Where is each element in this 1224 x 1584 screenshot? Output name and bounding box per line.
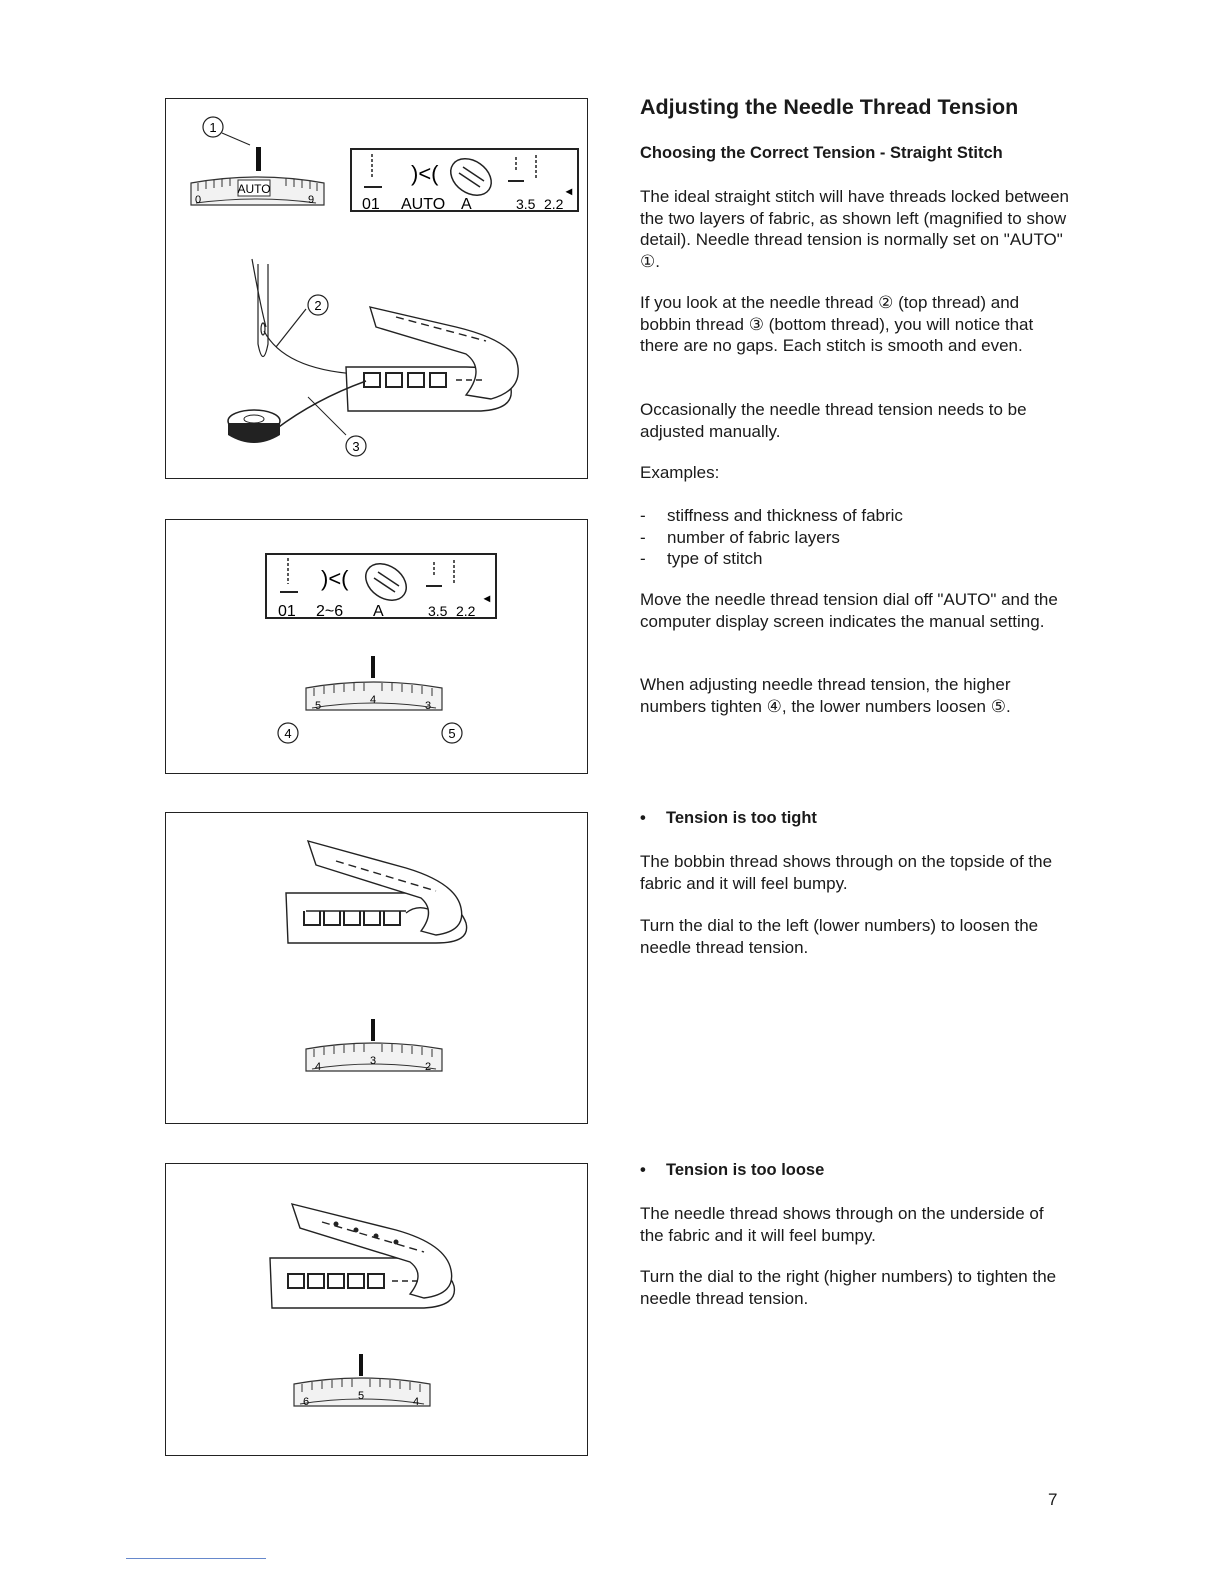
- section-subtitle: Choosing the Correct Tension - Straight Stitch: [640, 144, 1003, 162]
- list-item: - stiffness and thickness of fabric: [640, 506, 903, 525]
- callout-5: [442, 723, 462, 743]
- figure-auto-tension-drawing: [166, 99, 589, 480]
- tension-dial-4: [306, 656, 442, 712]
- paragraph-manual: Occasionally the needle thread tension needs to be adjusted manually.: [640, 400, 1027, 441]
- svg-text:5: 5: [448, 726, 456, 741]
- svg-text:3.5: 3.5: [428, 603, 448, 619]
- needle-illustration: [252, 259, 366, 375]
- figure-manual-tension-drawing: [166, 520, 589, 775]
- figure-tension-loose-drawing: [166, 1164, 589, 1457]
- svg-text:9: 9: [307, 194, 315, 206]
- paragraph-examples-label: Examples:: [640, 463, 720, 482]
- tension-icon: )<(: [411, 161, 439, 186]
- heading-tension-tight: • Tension is too tight: [640, 809, 817, 827]
- page-title: Adjusting the Needle Thread Tension: [640, 95, 1019, 119]
- list-item: - type of stitch: [640, 549, 763, 568]
- tension-dial-auto: [191, 147, 324, 206]
- bobbin-illustration: [228, 381, 366, 443]
- paragraph-tight-2: Turn the dial to the left (lower numbers) to loosen the needle thread tension.: [640, 916, 1039, 957]
- svg-text:◂: ◂: [484, 591, 491, 605]
- svg-text:01: 01: [278, 603, 296, 620]
- tension-dial-5: [294, 1354, 430, 1408]
- lcd-display-manual: [266, 554, 496, 620]
- list-item: - number of fabric layers: [640, 527, 840, 547]
- svg-text:4: 4: [412, 1396, 420, 1408]
- figure-tension-loose: [165, 1163, 588, 1456]
- lcd-display-auto: [351, 149, 578, 213]
- paragraph-move-dial: Move the needle thread tension dial off "AUTO" and the computer display screen indicates the manual setting.: [640, 590, 1058, 631]
- svg-text:2.2: 2.2: [456, 603, 476, 619]
- callout-2: [308, 295, 328, 315]
- svg-text:3: 3: [369, 1055, 377, 1067]
- svg-text:4: 4: [284, 726, 292, 741]
- svg-text:5: 5: [314, 700, 322, 712]
- svg-text:01: 01: [362, 196, 380, 213]
- paragraph-loose-2: Turn the dial to the right (higher numbers) to tighten the needle thread tension.: [640, 1267, 1057, 1308]
- page-number: 7: [1048, 1490, 1058, 1509]
- svg-text:AUTO: AUTO: [237, 182, 271, 196]
- callout-4: [278, 723, 298, 743]
- svg-text:5: 5: [357, 1390, 365, 1402]
- svg-text:AUTO: AUTO: [401, 196, 446, 213]
- paragraph-tight-1: The bobbin thread shows through on the topside of the fabric and it will feel bumpy.: [640, 852, 1053, 893]
- tension-dial-3: [306, 1019, 442, 1073]
- svg-text:2: 2: [424, 1061, 432, 1073]
- examples-list: [640, 505, 903, 570]
- fabric-tight-stitch: [286, 841, 467, 943]
- figure-tension-tight-drawing: [166, 813, 589, 1125]
- tension-icon: )<(: [321, 566, 349, 591]
- svg-text:3: 3: [424, 700, 432, 712]
- paragraph-ideal-stitch: The ideal straight stitch will have threads locked between the two layers of fabric, as shown left (magnified to show detail). Needle thread tension is normally set on "AUTO" ①.: [640, 187, 1070, 271]
- svg-text:4: 4: [369, 694, 377, 706]
- svg-text:2~6: 2~6: [316, 603, 344, 620]
- svg-text:3.5: 3.5: [516, 196, 536, 212]
- figure-tension-tight: [165, 812, 588, 1124]
- svg-text:2: 2: [314, 298, 322, 313]
- callout-3: [346, 436, 366, 456]
- paragraph-threads: If you look at the needle thread ② (top thread) and bobbin thread ③ (bottom thread), you will notice that there are no gaps. Each stitch is smooth and even.: [640, 293, 1034, 355]
- svg-text:0: 0: [194, 194, 202, 206]
- fabric-loose-stitch: [270, 1204, 454, 1308]
- svg-text:A: A: [373, 603, 384, 620]
- paragraph-loose-1: The needle thread shows through on the underside of the fabric and it will feel bumpy.: [640, 1204, 1044, 1245]
- figure-auto-tension: [165, 98, 588, 479]
- svg-text:2.2: 2.2: [544, 196, 564, 212]
- callout-1: [203, 117, 250, 145]
- svg-text:1: 1: [209, 120, 217, 135]
- svg-text:4: 4: [314, 1061, 322, 1073]
- fabric-balanced-stitch: [346, 307, 518, 411]
- svg-text:A: A: [461, 196, 472, 213]
- figure-manual-tension: [165, 519, 588, 774]
- paragraph-higher-lower: When adjusting needle thread tension, the higher numbers tighten ④, the lower numbers loosen ⑤.: [640, 675, 1011, 716]
- svg-text:3: 3: [352, 439, 360, 454]
- svg-text:6: 6: [302, 1396, 310, 1408]
- heading-tension-loose: • Tension is too loose: [640, 1161, 825, 1179]
- footer-rule: [126, 1558, 266, 1559]
- svg-text:◂: ◂: [566, 184, 573, 198]
